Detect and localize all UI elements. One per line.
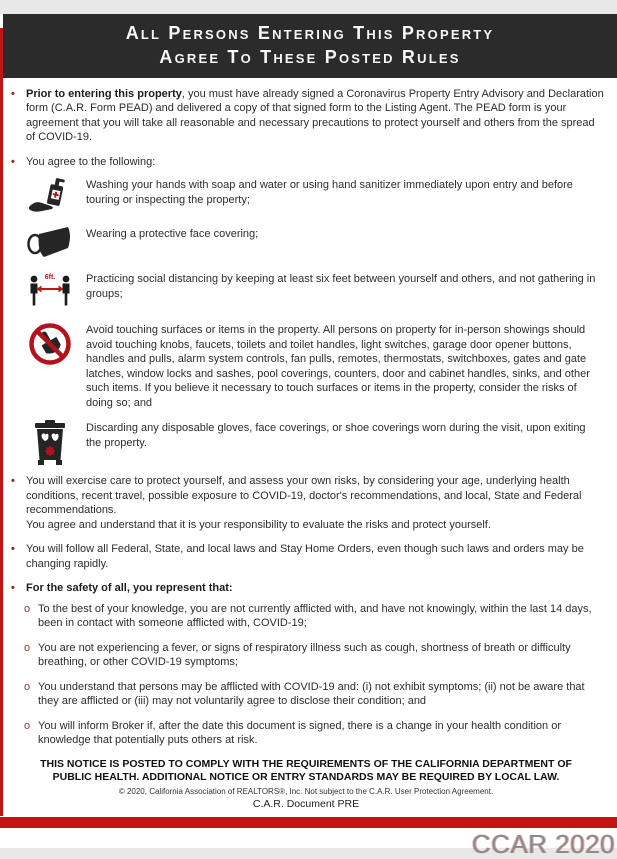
bullet-dot: • bbox=[11, 155, 15, 168]
rule-text: Washing your hands with soap and water or using hand sanitizer immediately upon entry and before touring or inspecting the property; bbox=[86, 179, 573, 206]
bottom-red-bar bbox=[0, 817, 617, 828]
public-health-notice: THIS NOTICE IS POSTED TO COMPLY WITH THE REQUIREMENTS OF THE CALIFORNIA DEPARTMENT OF PUBLIC HEALTH. ADDITIONAL NOTICE OR ENTRY STANDARDS MAY BE REQUIRED BY LOCAL LAW. bbox=[40, 758, 572, 784]
agree-intro-text: You agree to the following: bbox=[26, 155, 156, 168]
hand-sanitizer-icon bbox=[14, 175, 86, 216]
sub-bullet-o: o bbox=[24, 719, 31, 732]
face-mask-icon bbox=[14, 224, 86, 261]
bullet-safety-lead bbox=[8, 581, 604, 596]
representation-item bbox=[24, 602, 604, 631]
bullet-exercise-care bbox=[8, 474, 604, 532]
rule-face-covering bbox=[14, 224, 604, 261]
rule-social-distancing bbox=[14, 269, 604, 312]
representation-text: You understand that persons may be afflicted with COVID-19 and: (i) not exhibit symptoms; (ii) not be aware that they are afflicted or (iii) may not voluntarily agree to disclose their condition; and bbox=[38, 680, 585, 708]
social-distancing-icon bbox=[14, 269, 86, 312]
representation-item bbox=[24, 641, 604, 670]
bullet-follow-laws bbox=[8, 542, 604, 571]
safety-lead-text: For the safety of all, you represent that: bbox=[26, 582, 233, 595]
trash-bin-icon bbox=[14, 418, 86, 466]
bullet-dot: • bbox=[11, 87, 15, 100]
representation-text: You will inform Broker if, after the date this document is signed, there is a change in your health condition or knowledge that potentially puts others at risk. bbox=[38, 719, 561, 747]
representation-item bbox=[24, 719, 604, 748]
document-page bbox=[0, 14, 617, 859]
prior-lead-bold: Prior to entering this property bbox=[26, 87, 182, 100]
sub-bullet-o: o bbox=[24, 680, 31, 693]
representation-item bbox=[24, 680, 604, 709]
rule-text: Wearing a protective face covering; bbox=[86, 228, 259, 241]
page-title-line1: All Persons Entering This Property bbox=[125, 23, 495, 43]
rule-text: Practicing social distancing by keeping at least six feet between yourself and others, and not gathering in groups; bbox=[86, 273, 596, 300]
exercise-care-text bbox=[26, 474, 604, 532]
follow-laws-text: You will follow all Federal, State, and local laws and Stay Home Orders, even though such laws and orders may be changing rapidly. bbox=[26, 543, 584, 570]
document-name: C.A.R. Document PRE bbox=[252, 798, 360, 811]
header-banner bbox=[3, 14, 617, 78]
rule-hand-washing bbox=[14, 175, 604, 216]
rule-text: Discarding any disposable gloves, face coverings, or shoe coverings worn during the visit, upon exiting the property. bbox=[86, 422, 586, 449]
representation-text: To the best of your knowledge, you are not currently afflicted with, and have not knowingly, within the last 14 days, been in contact with someone afflicted with, COVID-19; bbox=[38, 602, 592, 630]
bullet-agree-intro bbox=[8, 155, 604, 170]
rule-text: Avoid touching surfaces or items in the property. All persons on property for in-person showings should avoid touching knobs, faucets, toilets and toilet handles, light switches, garage door opener buttons, handles and pulls, alarm system controls, fan pulls, remotes, thermostats, switchboxes, gates and gate latches, window locks and sashes, pool coverings, counters, door and cabinet handles, sinks, and other such items. If you believe it necessary to touch surfaces or items in the property, consider the risks of doing so; and bbox=[86, 324, 590, 409]
bullet-prior-to-entering bbox=[8, 87, 604, 145]
document-body bbox=[0, 78, 617, 811]
no-touching-icon bbox=[14, 320, 86, 367]
bullet-dot: • bbox=[11, 475, 15, 488]
bullet-prior-text bbox=[26, 87, 604, 145]
bullet-dot: • bbox=[11, 543, 15, 556]
rule-discard-coverings bbox=[14, 418, 604, 466]
six-feet-label: 6ft. bbox=[44, 274, 56, 282]
sub-bullet-o: o bbox=[24, 602, 31, 615]
left-red-border bbox=[0, 28, 3, 816]
exercise-care-part1: You will exercise care to protect yourself, and assess your own risks, by considering your age, underlying health conditions, recent travel, possible exposure to COVID-19, doctor's recommendations, and local, State and Federal recommendations. bbox=[26, 475, 582, 517]
exercise-care-part2: You agree and understand that it is your responsibility to evaluate the risks and protect yourself. bbox=[26, 518, 491, 531]
ccar-watermark: CCAR 2020 bbox=[471, 829, 615, 859]
sub-bullet-o: o bbox=[24, 641, 31, 654]
copyright-line: © 2020, California Association of REALTORS®, Inc. Not subject to the C.A.R. User Protection Agreement. bbox=[118, 787, 494, 797]
rule-avoid-touching bbox=[14, 320, 604, 410]
prior-rest: , you must have already signed a Coronavirus Property Entry Advisory and Declaration form (C.A.R. Form PEAD) and delivered a copy of that signed form to the Listing Agent. The PEAD form is your agreement that you will take all reasonable and necessary precautions to protect yourself and others from the spread of COVID-19. bbox=[26, 87, 604, 144]
page-title-line2: Agree To These Posted Rules bbox=[159, 47, 461, 68]
bullet-dot: • bbox=[11, 582, 15, 595]
representation-text: You are not experiencing a fever, or signs of respiratory illness such as cough, shortness of breath or difficulty breathing, or other COVID-19 symptoms; bbox=[38, 641, 571, 669]
